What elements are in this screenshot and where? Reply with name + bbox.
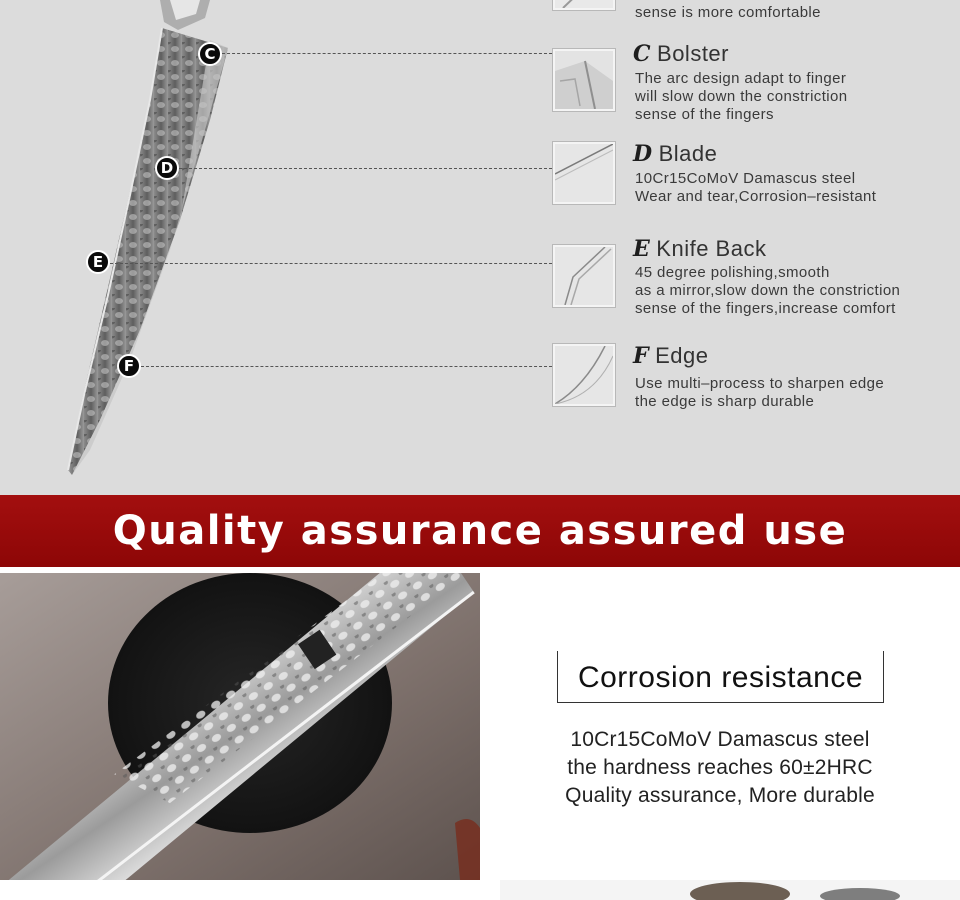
leader-line-c bbox=[222, 53, 552, 54]
spec-line-3: Quality assurance, More durable bbox=[565, 784, 875, 807]
blade-thumbnail bbox=[553, 142, 615, 204]
feature-e-desc-1: 45 degree polishing,smooth bbox=[635, 264, 830, 281]
spec-line-2: the hardness reaches 60±2HRC bbox=[567, 756, 873, 779]
feature-f-desc-2: the edge is sharp durable bbox=[635, 393, 815, 410]
bolster-thumbnail bbox=[553, 49, 615, 111]
feature-e-title: E Knife Back bbox=[633, 236, 767, 262]
feature-c-desc-3: sense of the fingers bbox=[635, 106, 774, 123]
quality-banner bbox=[0, 495, 960, 567]
leader-line-e bbox=[110, 263, 552, 264]
leader-line-d bbox=[179, 168, 552, 169]
spec-description bbox=[540, 726, 900, 810]
edge-thumbnail bbox=[553, 344, 615, 406]
feature-e-desc-2: as a mirror,slow down the constriction bbox=[635, 282, 901, 299]
marker-c: C bbox=[198, 42, 222, 66]
spec-title-box bbox=[557, 651, 884, 703]
feature-f-desc-1: Use multi–process to sharpen edge bbox=[635, 375, 885, 392]
feature-c-desc-1: The arc design adapt to finger bbox=[635, 70, 847, 87]
feature-b-thumbnail bbox=[553, 0, 615, 10]
marker-d: D bbox=[155, 156, 179, 180]
feature-c-title: C Bolster bbox=[633, 41, 729, 67]
spec-line-1: 10Cr15CoMoV Damascus steel bbox=[570, 728, 870, 751]
feature-f-title: F Edge bbox=[633, 343, 709, 369]
feature-b-desc-partial: sense is more comfortable bbox=[635, 4, 821, 21]
feature-d-desc-1: 10Cr15CoMoV Damascus steel bbox=[635, 170, 856, 187]
banner-title: Quality assurance assured use bbox=[112, 508, 848, 554]
feature-d-title: D Blade bbox=[633, 141, 718, 167]
product-photo bbox=[0, 573, 480, 880]
feature-e-desc-3: sense of the fingers,increase comfort bbox=[635, 300, 896, 317]
feature-d-desc-2: Wear and tear,Corrosion–resistant bbox=[635, 188, 877, 205]
next-section-preview bbox=[0, 880, 960, 900]
knife-back-thumbnail bbox=[553, 245, 615, 307]
feature-c-desc-2: will slow down the constriction bbox=[635, 88, 848, 105]
leader-line-f bbox=[141, 366, 552, 367]
marker-e: E bbox=[86, 250, 110, 274]
marker-f: F bbox=[117, 354, 141, 378]
spec-title: Corrosion resistance bbox=[577, 661, 864, 694]
